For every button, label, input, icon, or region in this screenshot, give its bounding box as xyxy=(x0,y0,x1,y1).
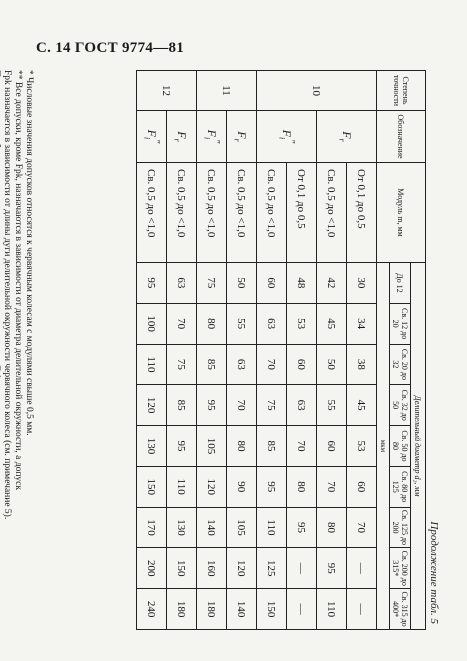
designation-subscript: i xyxy=(277,136,287,140)
tolerance-value-cell: 60 xyxy=(317,426,347,467)
designation-superscript: " xyxy=(209,139,221,144)
tolerance-value-cell: 130 xyxy=(167,507,197,548)
designation-symbol: F xyxy=(204,129,219,137)
designation-symbol: F xyxy=(279,129,294,137)
header-module: Модуль m, мм xyxy=(377,163,426,263)
designation-superscript: " xyxy=(284,139,296,144)
table-row xyxy=(167,71,197,630)
tolerance-value-cell: 150 xyxy=(257,589,287,630)
header-diameter-range: Св. 315 до 400* xyxy=(390,589,411,630)
designation-subscript: r xyxy=(172,138,182,142)
header-diameter-range: Св. 125 до 200 xyxy=(390,507,411,548)
designation-symbol: F xyxy=(234,131,249,139)
tolerance-value-cell: 80 xyxy=(197,303,227,344)
tolerance-value-cell: 95 xyxy=(167,426,197,467)
accuracy-grade-cell: 10 xyxy=(257,71,377,111)
tolerance-value-cell: 30 xyxy=(347,263,377,304)
designation-symbol: F xyxy=(144,129,159,137)
header-diameter-range: Св. 20 до 32 xyxy=(390,344,411,385)
footnote: ** Все допуски, кроме Fpk, назначаются в зависимости от диаметра делительной окружности, а допуск xyxy=(13,70,23,491)
tolerance-value-cell: 55 xyxy=(317,385,347,426)
designation-cell xyxy=(197,111,227,163)
module-range-cell: От 0,1 до 0,5 xyxy=(347,163,377,263)
footnote xyxy=(0,70,1,630)
accuracy-grade-cell: 11 xyxy=(197,71,257,111)
tolerance-value-cell: 140 xyxy=(227,589,257,630)
header-diameter-range: Св. 50 до 80 xyxy=(390,426,411,467)
designation-symbol: F xyxy=(339,131,354,139)
designation-cell xyxy=(257,111,317,163)
tolerance-value-cell: 63 xyxy=(167,263,197,304)
table-row xyxy=(227,71,257,630)
tolerance-value-cell: 80 xyxy=(317,507,347,548)
table-row xyxy=(347,71,377,630)
tolerance-value-cell: 130 xyxy=(137,426,167,467)
tolerance-value-cell: 63 xyxy=(287,385,317,426)
designation-subscript: r xyxy=(232,138,242,142)
designation-subscript: r xyxy=(337,138,347,142)
tolerance-value-cell: 110 xyxy=(167,466,197,507)
rotated-table-block xyxy=(2,70,440,630)
header-designation: Обозначение xyxy=(377,111,426,163)
tolerance-value-cell: 60 xyxy=(287,344,317,385)
table-body xyxy=(137,71,377,630)
tolerance-value-cell: 42 xyxy=(317,263,347,304)
tolerance-value-cell: 140 xyxy=(197,507,227,548)
tolerance-value-cell: 70 xyxy=(347,507,377,548)
header-diameter-range: До 12 xyxy=(390,263,411,304)
header-diameter-range: Св. 32 до 50 xyxy=(390,385,411,426)
designation-subscript: i xyxy=(202,136,212,140)
module-range-cell: От 0,1 до 0,5 xyxy=(287,163,317,263)
tolerance-value-cell: 170 xyxy=(137,507,167,548)
tolerance-value-cell: — xyxy=(287,589,317,630)
tolerance-value-cell: 85 xyxy=(167,385,197,426)
designation-superscript: " xyxy=(149,139,161,144)
tolerance-value-cell: 70 xyxy=(317,466,347,507)
tolerance-value-cell: 45 xyxy=(317,303,347,344)
tolerance-value-cell: 105 xyxy=(227,507,257,548)
tolerance-value-cell: 63 xyxy=(257,303,287,344)
tolerance-value-cell: 150 xyxy=(167,548,197,589)
tolerance-value-cell: — xyxy=(287,548,317,589)
designation-cell xyxy=(167,111,197,163)
tolerance-value-cell: 50 xyxy=(227,263,257,304)
page-header: С. 14 ГОСТ 9774—81 xyxy=(36,40,185,56)
tolerance-value-cell: 95 xyxy=(287,507,317,548)
header-diameter-range: Св. 80 до 125 xyxy=(390,466,411,507)
accuracy-grade-cell: 12 xyxy=(137,71,197,111)
module-range-cell: Св. 0,5 до <1,0 xyxy=(197,163,227,263)
tolerance-value-cell: 53 xyxy=(287,303,317,344)
tolerance-value-cell: 80 xyxy=(227,426,257,467)
tolerance-value-cell: 120 xyxy=(197,466,227,507)
header-accuracy-grade: Степень точности xyxy=(377,71,426,111)
designation-cell xyxy=(227,111,257,163)
tolerance-value-cell: 60 xyxy=(257,263,287,304)
tolerance-value-cell: 120 xyxy=(227,548,257,589)
module-range-cell: Св. 0,5 до <1,0 xyxy=(257,163,287,263)
designation-cell xyxy=(137,111,167,163)
tolerance-value-cell: 38 xyxy=(347,344,377,385)
tolerance-value-cell: 70 xyxy=(287,426,317,467)
module-range-cell: Св. 0,5 до <1,0 xyxy=(137,163,167,263)
header-pitch-diameter: Делительный диаметр d₂, мм xyxy=(411,263,426,630)
tolerance-value-cell: 75 xyxy=(197,263,227,304)
table-row xyxy=(197,71,227,630)
tolerance-value-cell: 63 xyxy=(227,344,257,385)
tolerance-value-cell: 180 xyxy=(167,589,197,630)
header-diameter-range: Св. 200 до 315* xyxy=(390,548,411,589)
tolerance-value-cell: 95 xyxy=(197,385,227,426)
tolerance-table xyxy=(136,70,426,630)
footnote: Fpk назначается в зависимости от длины дуги делительной окружности червячного колеса (см. примечание 5). xyxy=(2,70,12,520)
header-unit: мкм xyxy=(377,263,390,630)
tolerance-value-cell: 70 xyxy=(167,303,197,344)
footnote: * Числовые значения допусков относятся к червячным колесам с модулями свыше 0,5 мм. xyxy=(24,70,34,436)
tolerance-value-cell: 90 xyxy=(227,466,257,507)
module-range-cell: Св. 0,5 до <1,0 xyxy=(317,163,347,263)
tolerance-value-cell: 125 xyxy=(257,548,287,589)
designation-subscript: i xyxy=(142,136,152,140)
designation-cell xyxy=(317,111,377,163)
tolerance-value-cell: 85 xyxy=(197,344,227,385)
tolerance-value-cell: 75 xyxy=(257,385,287,426)
tolerance-value-cell: 105 xyxy=(197,426,227,467)
tolerance-value-cell: 180 xyxy=(197,589,227,630)
continuation-label: Продолжение табл. 5 xyxy=(428,521,440,624)
tolerance-value-cell: 95 xyxy=(137,263,167,304)
table-row xyxy=(137,71,167,630)
tolerance-value-cell: 60 xyxy=(347,466,377,507)
tolerance-value-cell: 80 xyxy=(287,466,317,507)
tolerance-value-cell: — xyxy=(347,589,377,630)
tolerance-value-cell: 160 xyxy=(197,548,227,589)
tolerance-value-cell: 70 xyxy=(257,344,287,385)
tolerance-value-cell: 200 xyxy=(137,548,167,589)
tolerance-value-cell: 95 xyxy=(317,548,347,589)
tolerance-value-cell: 95 xyxy=(257,466,287,507)
tolerance-value-cell: 120 xyxy=(137,385,167,426)
table-row xyxy=(287,71,317,630)
tolerance-value-cell: 70 xyxy=(227,385,257,426)
footnotes xyxy=(0,70,34,630)
tolerance-value-cell: 45 xyxy=(347,385,377,426)
tolerance-value-cell: 53 xyxy=(347,426,377,467)
tolerance-value-cell: 34 xyxy=(347,303,377,344)
tolerance-value-cell: 100 xyxy=(137,303,167,344)
tolerance-value-cell: — xyxy=(347,548,377,589)
tolerance-value-cell: 110 xyxy=(257,507,287,548)
tolerance-value-cell: 75 xyxy=(167,344,197,385)
tolerance-value-cell: 240 xyxy=(137,589,167,630)
tolerance-value-cell: 48 xyxy=(287,263,317,304)
tolerance-value-cell: 110 xyxy=(137,344,167,385)
module-range-cell: Св. 0,5 до <1,0 xyxy=(227,163,257,263)
tolerance-value-cell: 150 xyxy=(137,466,167,507)
tolerance-value-cell: 55 xyxy=(227,303,257,344)
module-range-cell: Св. 0,5 до <1,0 xyxy=(167,163,197,263)
tolerance-value-cell: 50 xyxy=(317,344,347,385)
designation-symbol: F xyxy=(174,131,189,139)
header-diameter-range: Св. 12 до 20 xyxy=(390,303,411,344)
tolerance-value-cell: 85 xyxy=(257,426,287,467)
tolerance-value-cell: 110 xyxy=(317,589,347,630)
